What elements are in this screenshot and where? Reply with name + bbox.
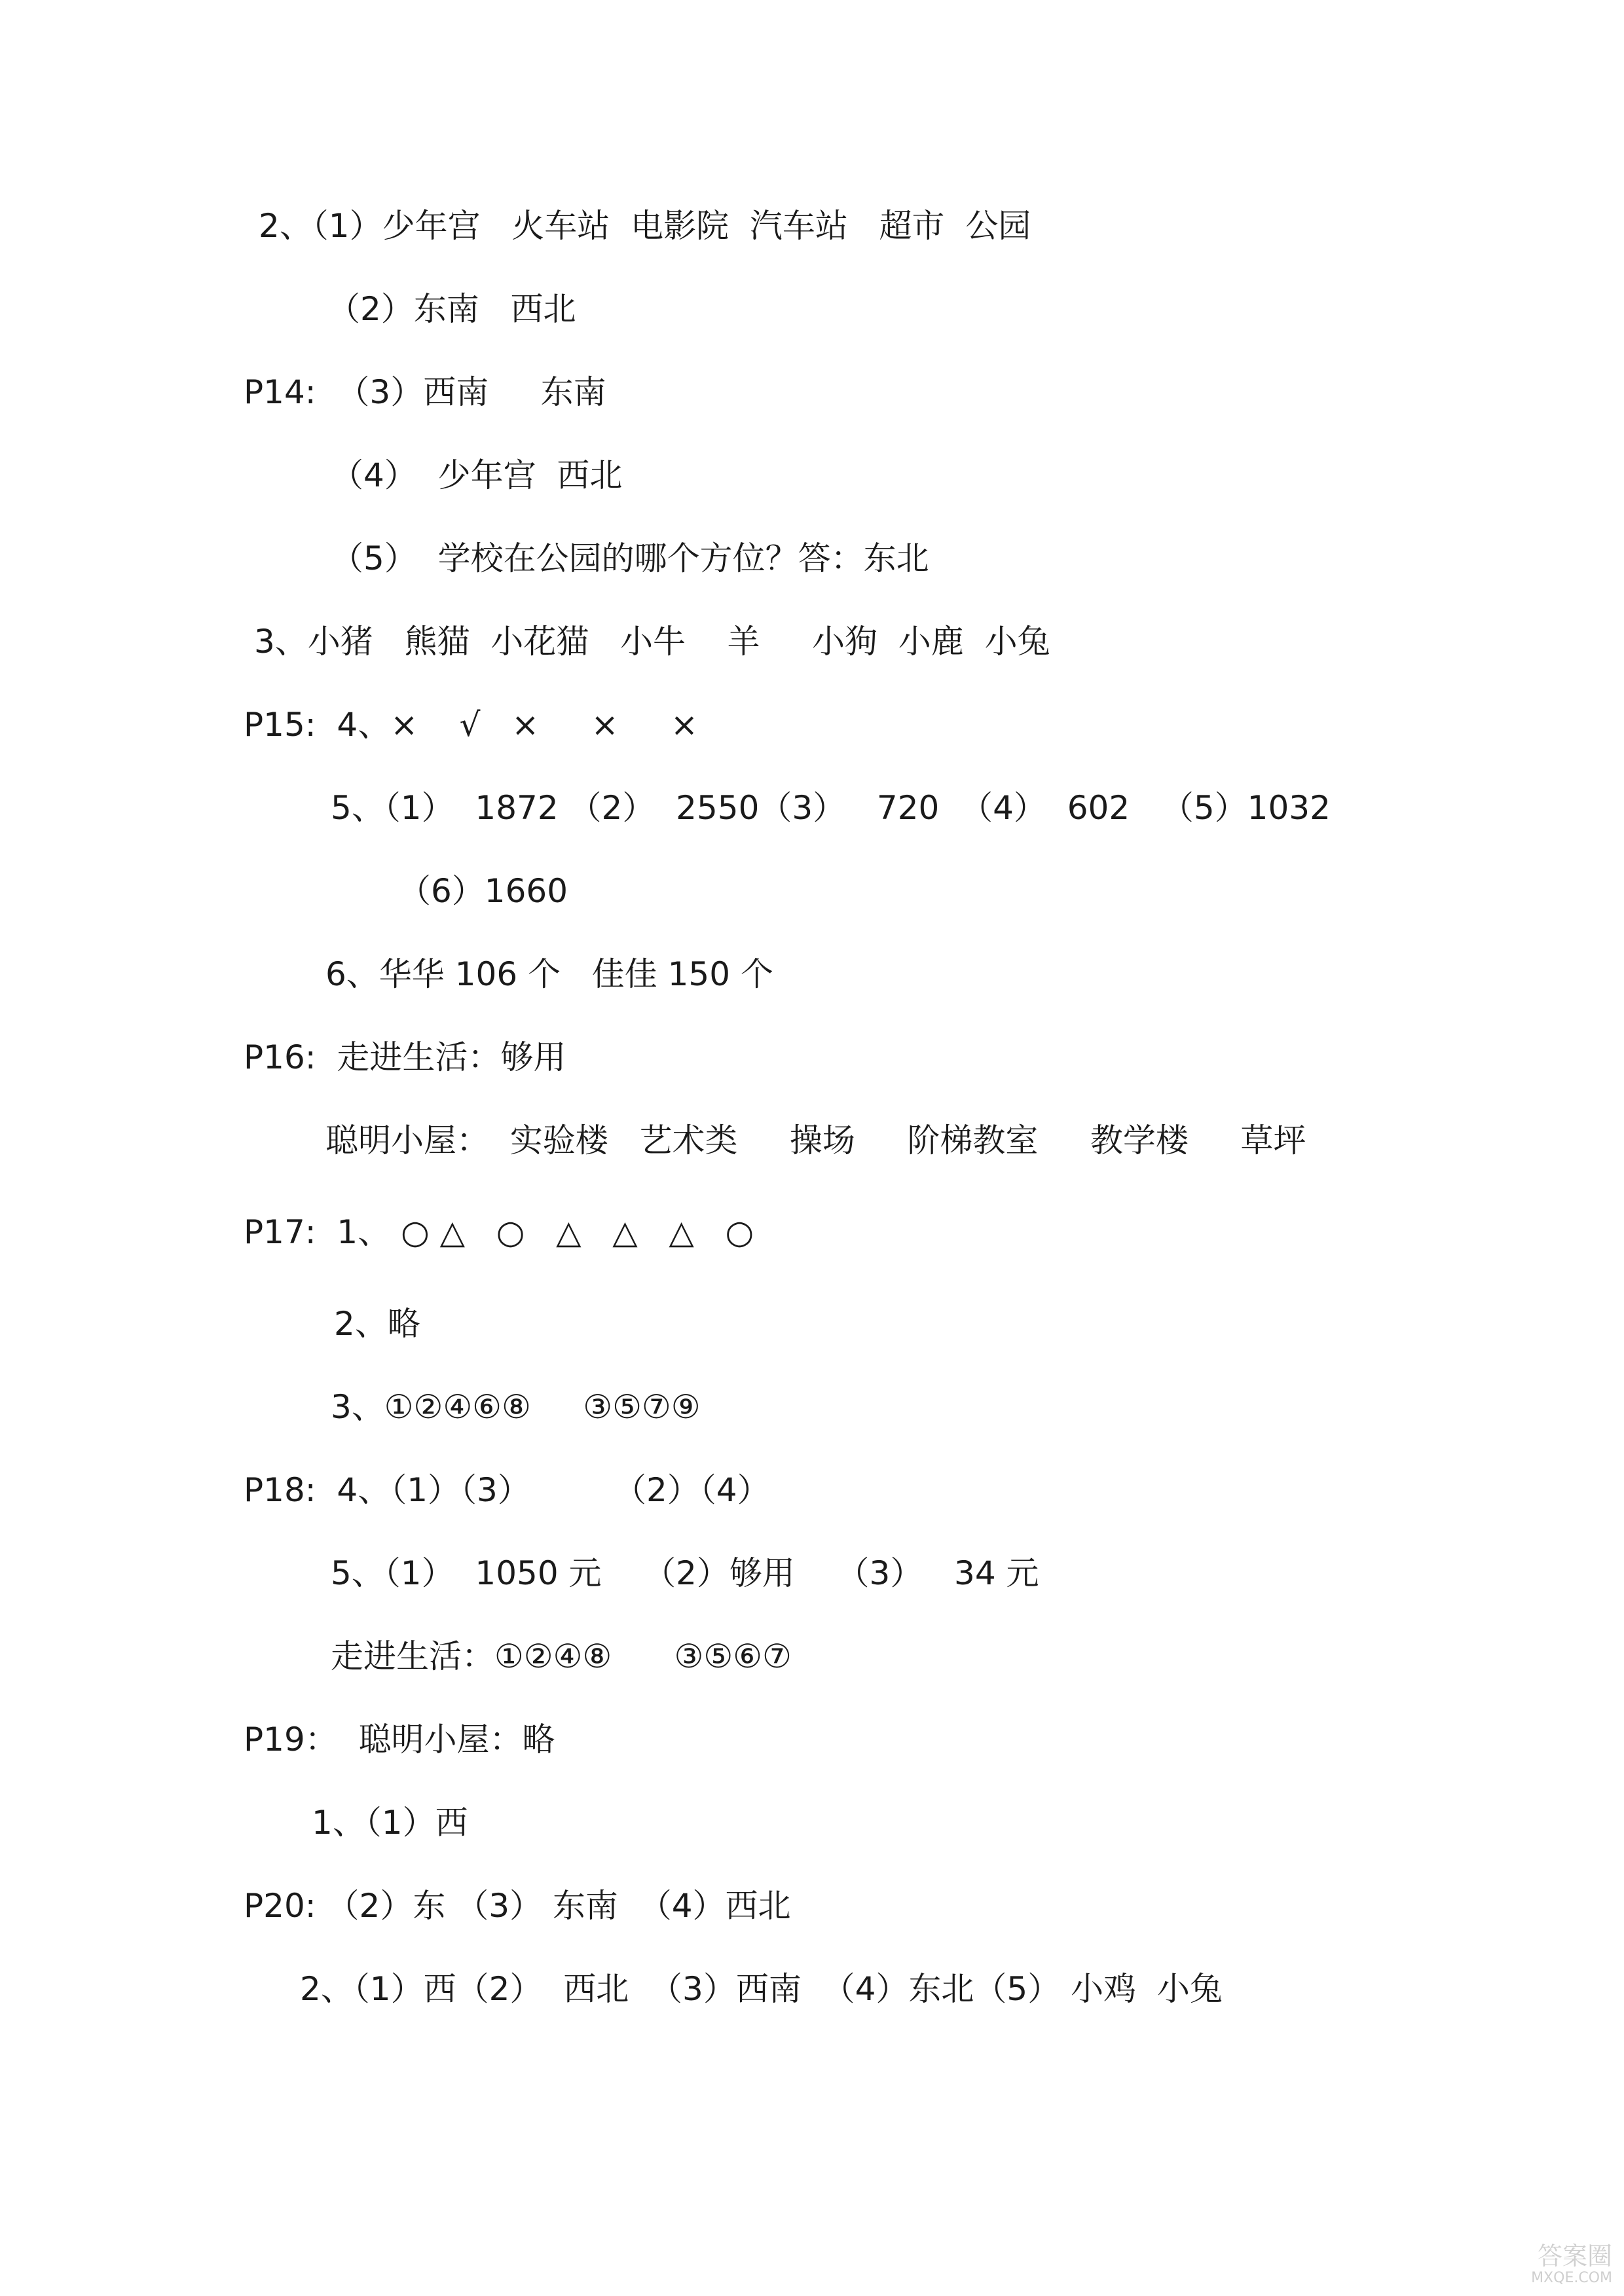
site-watermark [1481,2242,1612,2288]
answer-line-16: P18: 4、（1）（3） （2）（4） [244,1471,770,1509]
watermark-logo-text: 答案圈 [1537,2242,1612,2270]
answer-line-20: 1、（1）西 [312,1804,468,1842]
answer-line-19: P19： 聪明小屋：略 [244,1721,555,1758]
answer-line-15: 3、①②④⑥⑧ ③⑤⑦⑨ [331,1388,701,1426]
answer-line-1: 2、（1）少年宫 火车站 电影院 汽车站 超市 公园 [259,207,1031,245]
answer-line-7: P15: 4、× √ × × × [244,706,698,744]
answer-line-2: （2）东南 西北 [327,290,576,328]
answer-line-5: （5） 学校在公园的哪个方位？答：东北 [331,539,929,577]
answer-line-22: 2、（1）西（2） 西北 （3）西南 （4）东北（5） 小鸡 小兔 [300,1970,1223,2008]
answer-line-3: P14: （3）西南 东南 [244,373,606,411]
answer-line-9: （6）1660 [398,872,568,910]
answer-line-10: 6、华华 106 个 佳佳 150 个 [325,955,773,993]
answer-line-18: 走进生活：①②④⑧ ③⑤⑥⑦ [331,1637,792,1675]
answer-line-14: 2、略 [334,1305,420,1343]
answer-line-4: （4） 少年宫 西北 [331,456,623,494]
answer-line-8: 5、（1） 1872 （2） 2550（3） 720 （4） 602 （5）1032 [331,789,1331,827]
answer-line-12: 聪明小屋： 实验楼 艺术类 操场 阶梯教室 教学楼 草坪 [325,1121,1306,1159]
watermark-url-text: MXQE.COM [1531,2270,1612,2286]
answer-line-17: 5、（1） 1050 元 （2）够用 （3） 34 元 [331,1554,1039,1592]
answer-line-6: 3、小猪 熊猫 小花猫 小牛 羊 小狗 小鹿 小兔 [254,623,1050,661]
answer-line-21: P20: （2）东 （3） 东南 （4）西北 [244,1887,791,1925]
answer-line-13: P17: 1、 ○ △ ○ △ △ △ ○ [244,1213,754,1251]
answer-line-11: P16: 走进生活：够用 [244,1038,566,1076]
